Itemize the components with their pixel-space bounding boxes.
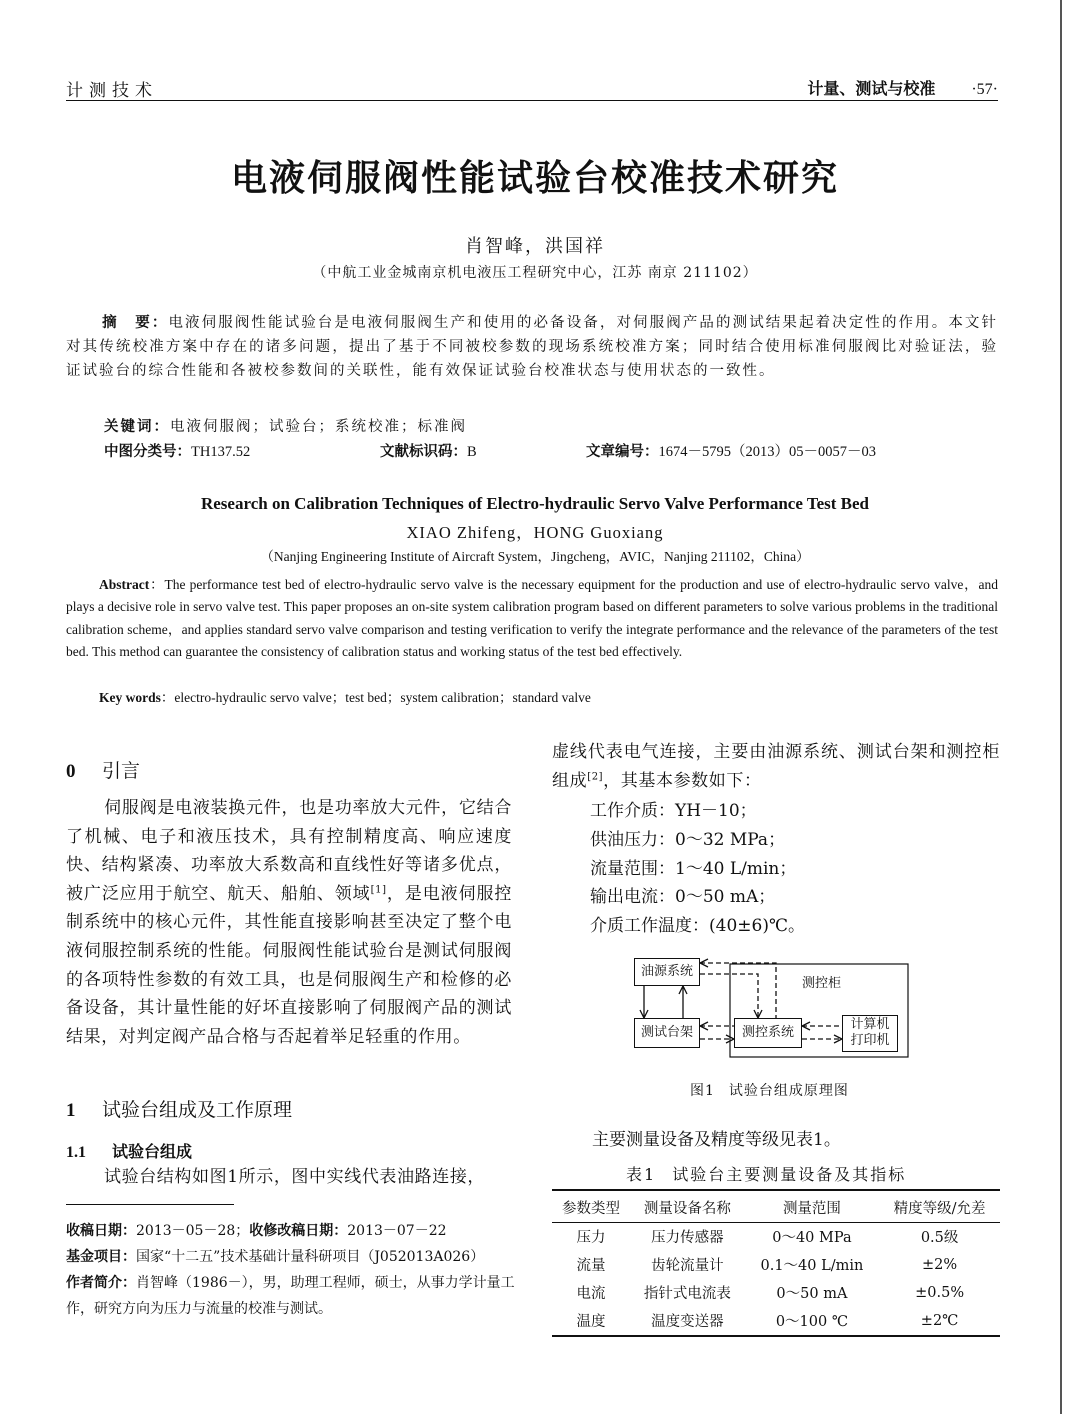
section-0-title: 引言 (102, 760, 141, 782)
table-cell: 0～100 ℃ (745, 1307, 880, 1336)
table-cell: 0.5级 (920, 1230, 959, 1246)
section-1-title: 试验台组成及工作原理 (102, 1099, 293, 1121)
table-row (552, 1307, 1000, 1336)
abstract-en (66, 574, 998, 663)
table-intro: 主要测量设备及精度等级见表1。 (592, 1130, 841, 1150)
table-row (552, 1251, 1000, 1279)
structure-paragraph-2 (552, 738, 1000, 795)
parameter-list (590, 797, 805, 941)
received-label: 收稿日期： (66, 1223, 136, 1239)
structure-text-b: ，其基本参数如下： (603, 770, 762, 791)
table-cell: 齿轮流量计 (651, 1258, 724, 1274)
ref-1: [1] (370, 884, 387, 896)
footnote-fund (66, 1244, 526, 1270)
table-cell: ±2% (922, 1256, 958, 1273)
table-row (552, 1223, 1000, 1252)
intro-paragraph (66, 794, 512, 1051)
table-cell: ±2℃ (879, 1307, 1000, 1336)
subsection-num: 1.1 (66, 1144, 86, 1161)
table-cell: 温度变送器 (630, 1307, 745, 1336)
figure-1-caption (690, 1080, 849, 1100)
keywords-en (99, 686, 591, 706)
equipment-table (552, 1189, 1000, 1337)
abstract-text: 电液伺服阀性能试验台是电液伺服阀生产和使用的必备设备，对伺服阀产品的测试结果起着决定性的作用。本文针对其传统校准方案中存在的诸多问题，提出了基于不同被校参数的现场系统校准方案；同时结合使用标准伺服阀比对验证法，验证试验台的综合性能和各被校参数间的关联性，能有效保证试验台校准状态与使用状态的一致性。 (66, 315, 999, 379)
article-label: 文章编号： (586, 444, 659, 460)
table-cell: 指针式电流表 (643, 1286, 731, 1302)
doc-label: 文献标识码： (380, 444, 467, 460)
clc-label: 中图分类号： (104, 444, 191, 460)
col-param-type: 参数类型 (552, 1190, 630, 1223)
table-cell: 电流 (576, 1286, 606, 1302)
journal-name: 计测技术 (66, 81, 158, 101)
fund-text: 国家“十二五”技术基础计量科研项目（J052013A026） (136, 1249, 485, 1265)
author-label: 作者简介： (66, 1275, 136, 1291)
table-number: 表1 (626, 1165, 657, 1184)
revised-date: 2013－07－22 (347, 1223, 447, 1239)
keywords-text: 电液伺服阀；试验台；系统校准；标准阀 (170, 419, 467, 435)
section-0-heading (66, 756, 140, 783)
section-name: 计量、测试与校准 (807, 79, 936, 98)
intro-text-a: 伺服阀是电液装换元件，也是功率放大元件，它结合了机械、电子和液压技术，具有控制精度高、响应速度快、结构紧凑、功率放大系数高和直线性好等诸多优点，被广泛应用于航空、航天、船舶、领域 (66, 798, 512, 904)
author-text: 肖智峰（1986－），男，助理工程师，硕士，从事力学计量工作，研究方向为压力与流量的校准与测试。 (66, 1275, 515, 1317)
authors: 肖智峰，洪国祥 (465, 236, 605, 257)
col-range: 测量范围 (745, 1190, 880, 1223)
param-temperature: 介质工作温度：(40±6)℃。 (590, 916, 805, 937)
received-date: 2013－05－28； (136, 1223, 250, 1239)
abstract-cn (66, 311, 998, 383)
keywords-cn (104, 415, 467, 436)
footnote-author (66, 1270, 526, 1322)
abstract-label: 摘 要： (102, 315, 169, 331)
page-number: ·57· (971, 81, 998, 98)
title-en: Research on Calibration Techniques of Electro-hydraulic Servo Valve Performance Test Bed (200, 494, 870, 513)
keywords-en-label: Key words (99, 690, 161, 705)
table-cell: 压力 (576, 1230, 606, 1246)
table-cell: 0～40 MPa (772, 1230, 852, 1246)
doc-code (380, 440, 477, 461)
figure-caption-text: 试验台组成原理图 (728, 1083, 849, 1099)
computer-label: 计算机 (850, 1017, 890, 1032)
table-cell: 压力传感器 (651, 1230, 724, 1246)
header-rule (66, 100, 998, 101)
doc-value: B (467, 444, 477, 460)
structure-text-a: 虚线代表电气连接，主要由油源系统、测试台架和测控柜组成 (552, 742, 1000, 791)
keywords-label: 关键词： (104, 419, 170, 435)
section-1-heading (66, 1095, 292, 1122)
param-flow: 流量范围：1～40 L/min； (590, 858, 797, 879)
article-value: 1674－5795（2013）05－0057－03 (658, 444, 876, 460)
table-row (552, 1279, 1000, 1307)
oil-source-box: 油源系统 (634, 958, 700, 986)
param-pressure: 供油压力：0～32 MPa； (590, 829, 786, 850)
ref-2: [2] (587, 770, 604, 782)
intro-text-b: ，是电液伺服控制系统中的核心元件，其性能直接影响甚至决定了整个电液伺服控制系统的性能。伺服阀性能试验台是测试伺服阀的各项特性参数的有效工具，也是伺服阀生产和检修的必备设备，其计量性能的好坏直接影响了伺服阀产品的测试结果，对判定阀产品合格与否起着举足轻重的作用。 (66, 883, 513, 1047)
table-1-caption (626, 1162, 906, 1185)
fund-label: 基金项目： (66, 1249, 136, 1265)
param-current: 输出电流：0～50 mA； (590, 887, 776, 908)
clc-value: TH137.52 (191, 444, 251, 460)
affiliation-en: （Nanjing Engineering Institute of Aircraft System，Jingcheng，AVIC，Nanjing 211102，China） (260, 549, 810, 564)
running-header (807, 76, 998, 99)
oil-to-ctrl-dashed (700, 974, 758, 1018)
footnote-rule (66, 1204, 234, 1205)
affiliation: （中航工业金城南京机电液压工程研究中心，江苏 南京 211102） (312, 265, 758, 281)
article-number (586, 440, 876, 461)
printer-label: 打印机 (850, 1033, 890, 1048)
structure-paragraph-1: 试验台结构如图1所示，图中实线代表油路连接， (104, 1167, 486, 1187)
figure-number: 图1 (690, 1083, 715, 1099)
ctrl-to-oil-dashed (700, 963, 776, 1018)
paper-title: 电液伺服阀性能试验台校准技术研究 (230, 158, 839, 199)
table-cell: ±0.5% (915, 1284, 965, 1301)
table-header-row (552, 1190, 1000, 1223)
table-cell: 流量 (576, 1258, 606, 1274)
abstract-en-text: ：The performance test bed of electro-hydraulic servo valve is the necessary equipment for the production and use of electro-hydraulic servo valve，and plays a decisive role in servo valve test. This paper proposes an on-site system calibration program based on different parameters to solve various problems in the traditional calibration scheme，and applies standard servo valve comparison and testing verification to verify the integrate performance and the relevance of the parameters of the test bed. This method can guarantee the consistency of calibration status and working status of the test bed effectively. (66, 577, 998, 659)
table-cell: 0～50 mA (776, 1286, 848, 1302)
section-0-num: 0 (66, 761, 76, 782)
param-medium: 工作介质：YH－10； (590, 801, 757, 821)
table-cell: 0.1～40 L/min (760, 1258, 864, 1274)
abstract-en-label: Abstract (99, 577, 150, 592)
keywords-en-text: ：electro-hydraulic servo valve；test bed；system calibration；standard valve (160, 690, 591, 705)
subsection-title: 试验台组成 (112, 1142, 193, 1161)
cabinet-label: 测控柜 (802, 976, 842, 991)
test-rack-box: 测试台架 (634, 1018, 700, 1048)
subsection-1-1-heading (66, 1139, 192, 1162)
authors-en: XIAO Zhifeng，HONG Guoxiang (406, 523, 664, 542)
control-system-box: 测控系统 (734, 1018, 802, 1048)
section-1-num: 1 (66, 1100, 76, 1121)
table-cell: 温度 (552, 1307, 630, 1336)
computer-printer-box (842, 1015, 898, 1052)
page-edge-line (1060, 0, 1062, 1414)
clc-number (104, 440, 250, 461)
revised-label: 收修改稿日期： (249, 1223, 348, 1239)
footnote-dates (66, 1218, 526, 1244)
table-caption-text: 试验台主要测量设备及其指标 (672, 1165, 907, 1184)
col-accuracy: 精度等级/允差 (879, 1190, 1000, 1223)
col-device-name: 测量设备名称 (630, 1190, 745, 1223)
